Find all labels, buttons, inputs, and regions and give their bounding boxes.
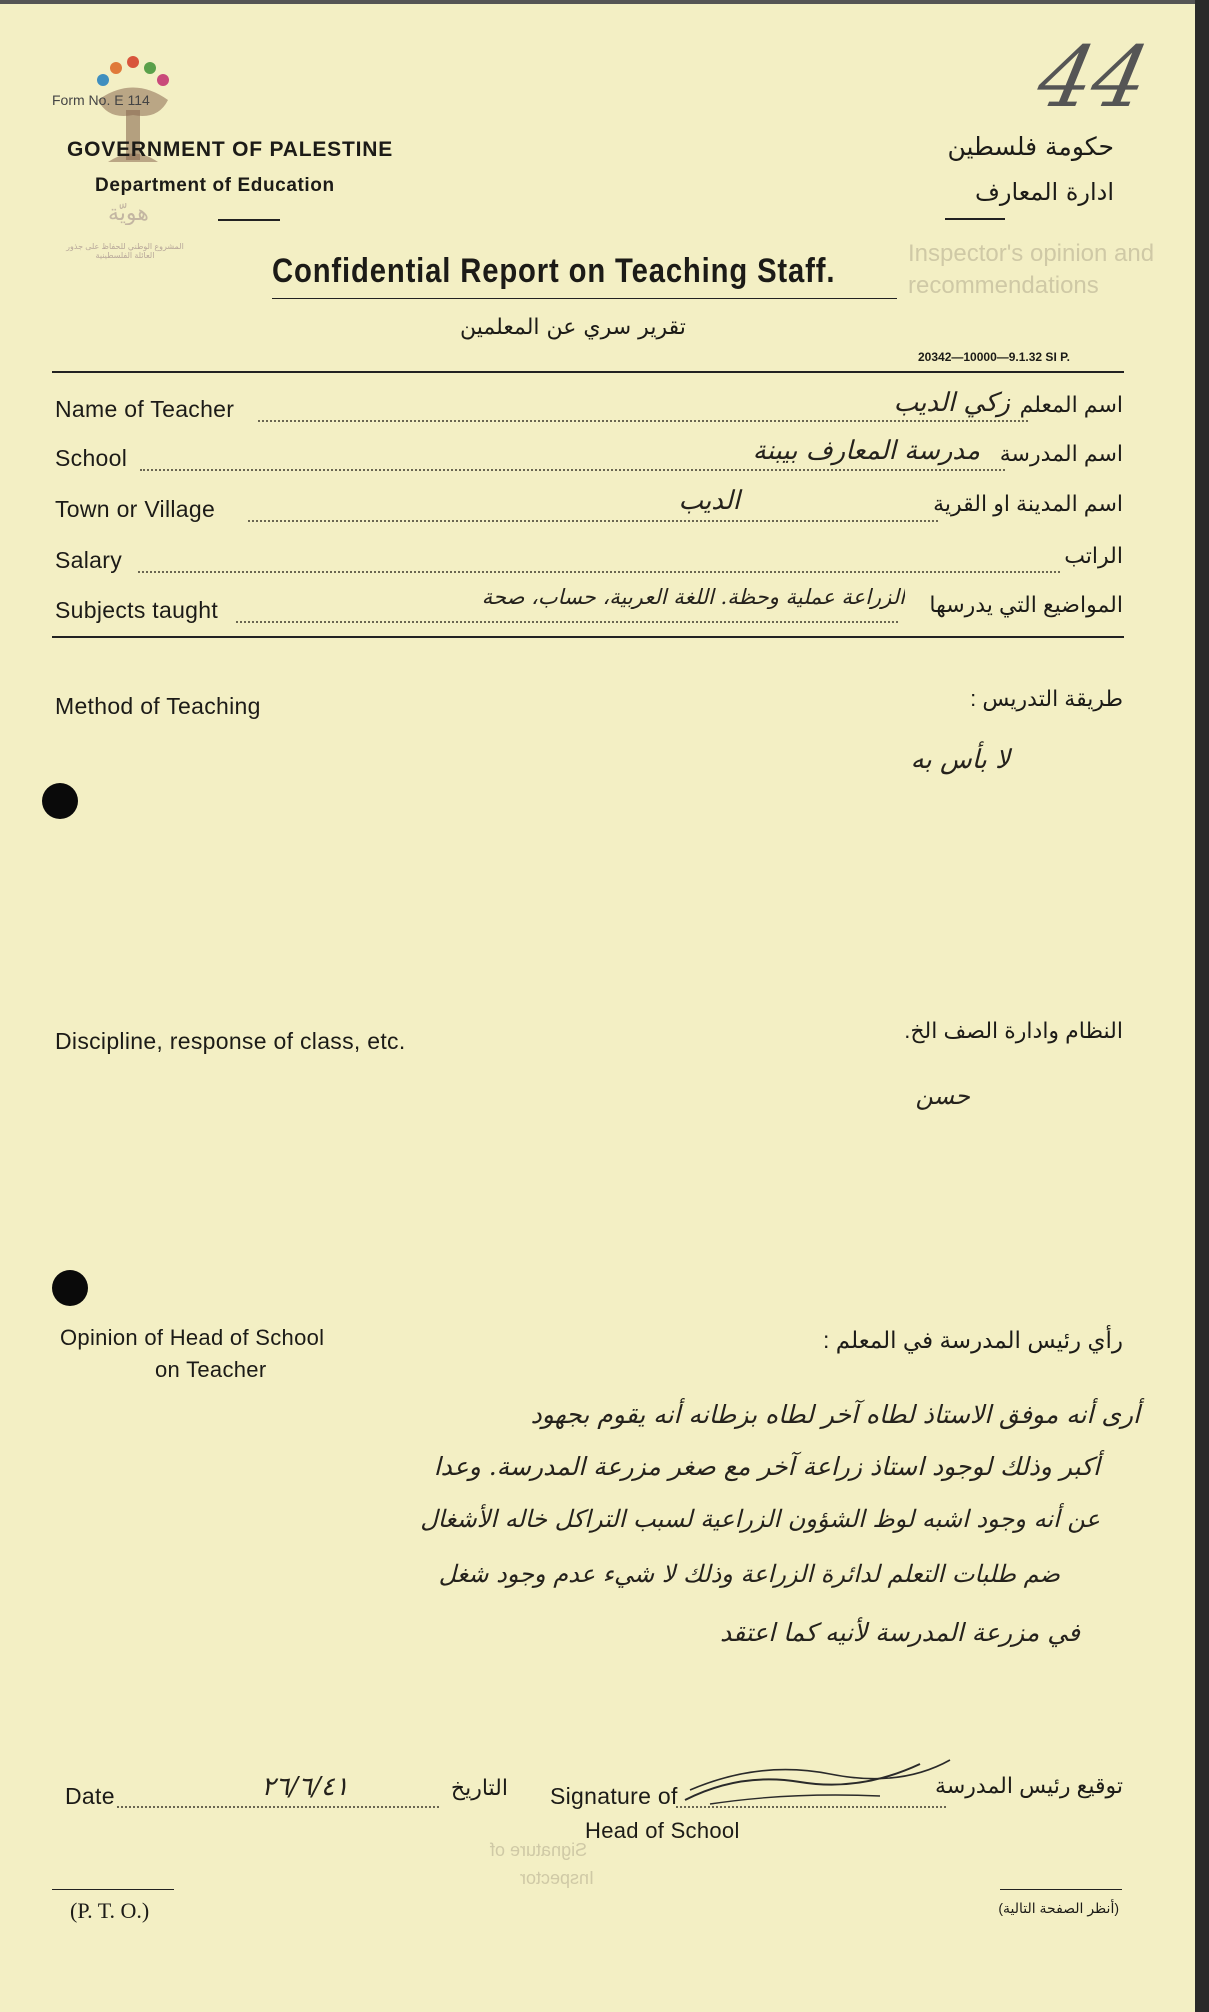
field-label-town: Town or Village [55,496,216,522]
discipline-value[interactable]: حسن [915,1082,970,1110]
bleed-text-bottom-2: Inspector [520,1868,595,1888]
opinion-line-5[interactable]: في مزرعة المدرسة لأنيه كما اعتقد [720,1618,1080,1647]
page-number: 44 [1029,28,1158,126]
header-divider-left [218,219,280,221]
pto-rule-left [52,1889,174,1890]
opinion-line-2[interactable]: أكبر وذلك لوجود استاذ زراعة آخر مع صغر مزرعة المدرسة. وعدا [433,1452,1100,1481]
field-label-town-arabic: اسم المدينة او القرية [933,491,1123,516]
discipline-label: Discipline, response of class, etc. [55,1028,406,1054]
top-edge [0,0,1195,4]
bleed-text-right-2: recommendations [908,272,1099,299]
page-edge [1195,0,1209,2012]
field-dotline-town [248,520,938,522]
watermark-small-text: المشروع الوطني للحفاظ على جذور العائلة الفلسطينية [66,242,184,260]
field-dotline-subjects [236,621,898,623]
field-dotline-school [140,469,1005,471]
title-underline [272,298,897,299]
signature-label-arabic: توقيع رئيس المدرسة [935,1773,1123,1798]
field-label-school-arabic: اسم المدرسة [999,441,1123,466]
department-title: Department of Education [95,175,335,196]
field-value-town[interactable]: الديب [678,486,740,516]
punch-hole-2 [52,1270,88,1306]
field-dotline-name [258,420,1028,422]
field-value-subjects[interactable]: الزراعة عملية وحظة. اللغة العربية، حساب، صحة [481,585,905,609]
field-label-salary-arabic: الراتب [1064,543,1123,568]
punch-hole-1 [42,783,78,819]
opinion-line-1[interactable]: أرى أنه موفق الاستاذ لطاه آخر لطاه بزطانه أنه يقوم بجهود [530,1400,1140,1429]
opinion-line-3[interactable]: عن أنه وجود اشبه لوظ الشؤون الزراعية لسبب التراكل خاله الأشغال [420,1505,1100,1533]
government-title-arabic: حكومة فلسطين [947,132,1114,161]
field-value-school[interactable]: مدرسة المعارف بيبنة [752,436,980,466]
print-code: 20342—10000—9.1.32 SI P. [918,350,1070,364]
fields-top-rule [52,371,1124,373]
bleed-text-right-1: Inspector's opinion and [908,240,1155,267]
field-label-name-arabic: اسم المعلم [1019,392,1123,417]
bleed-text-bottom-1: Signature of [490,1840,588,1860]
watermark-arabic: هويّة [108,200,149,225]
report-title: Confidential Report on Teaching Staff. [272,252,836,290]
field-label-subjects: Subjects taught [55,597,219,623]
head-of-school-label: Head of School [585,1818,740,1843]
opinion-label-arabic: رأي رئيس المدرسة في المعلم : [823,1327,1123,1353]
date-value[interactable]: ٢٦/٦/٤١ [261,1772,349,1802]
signature-label: Signature of [550,1783,678,1809]
report-title-arabic: تقرير سري عن المعلمين [460,315,686,340]
method-label-arabic: طريقة التدريس : [970,686,1123,711]
field-label-name: Name of Teacher [55,396,235,422]
form-number: Form No. E 114 [52,92,150,108]
field-label-salary: Salary [55,547,122,573]
method-label: Method of Teaching [55,693,261,719]
pto-rule-right [1000,1889,1122,1890]
field-label-subjects-arabic: المواضيع التي يدرسها [929,592,1123,617]
date-label: Date [65,1783,115,1809]
pto-label-arabic: (أنظر الصفحة التالية) [998,1900,1119,1916]
opinion-line-4[interactable]: ضم طلبات التعلم لدائرة الزراعة وذلك لا شيء عدم وجود شغل [438,1560,1060,1588]
government-title: GOVERNMENT OF PALESTINE [67,138,394,161]
field-dotline-salary [138,571,1060,573]
department-title-arabic: ادارة المعارف [974,178,1114,206]
method-value[interactable]: لا بأس به [910,745,1010,775]
field-label-school: School [55,445,128,471]
field-value-name[interactable]: زكي الديب [893,388,1010,418]
fields-bottom-rule [52,636,1124,638]
opinion-label-line2: on Teacher [155,1357,267,1382]
opinion-label-line1: Opinion of Head of School [60,1325,325,1350]
header-divider-right [945,218,1005,220]
pto-label: (P. T. O.) [70,1898,150,1923]
date-label-arabic: التاريخ [450,1775,508,1800]
date-dotline [117,1806,439,1808]
discipline-label-arabic: النظام وادارة الصف الخ. [904,1018,1123,1043]
